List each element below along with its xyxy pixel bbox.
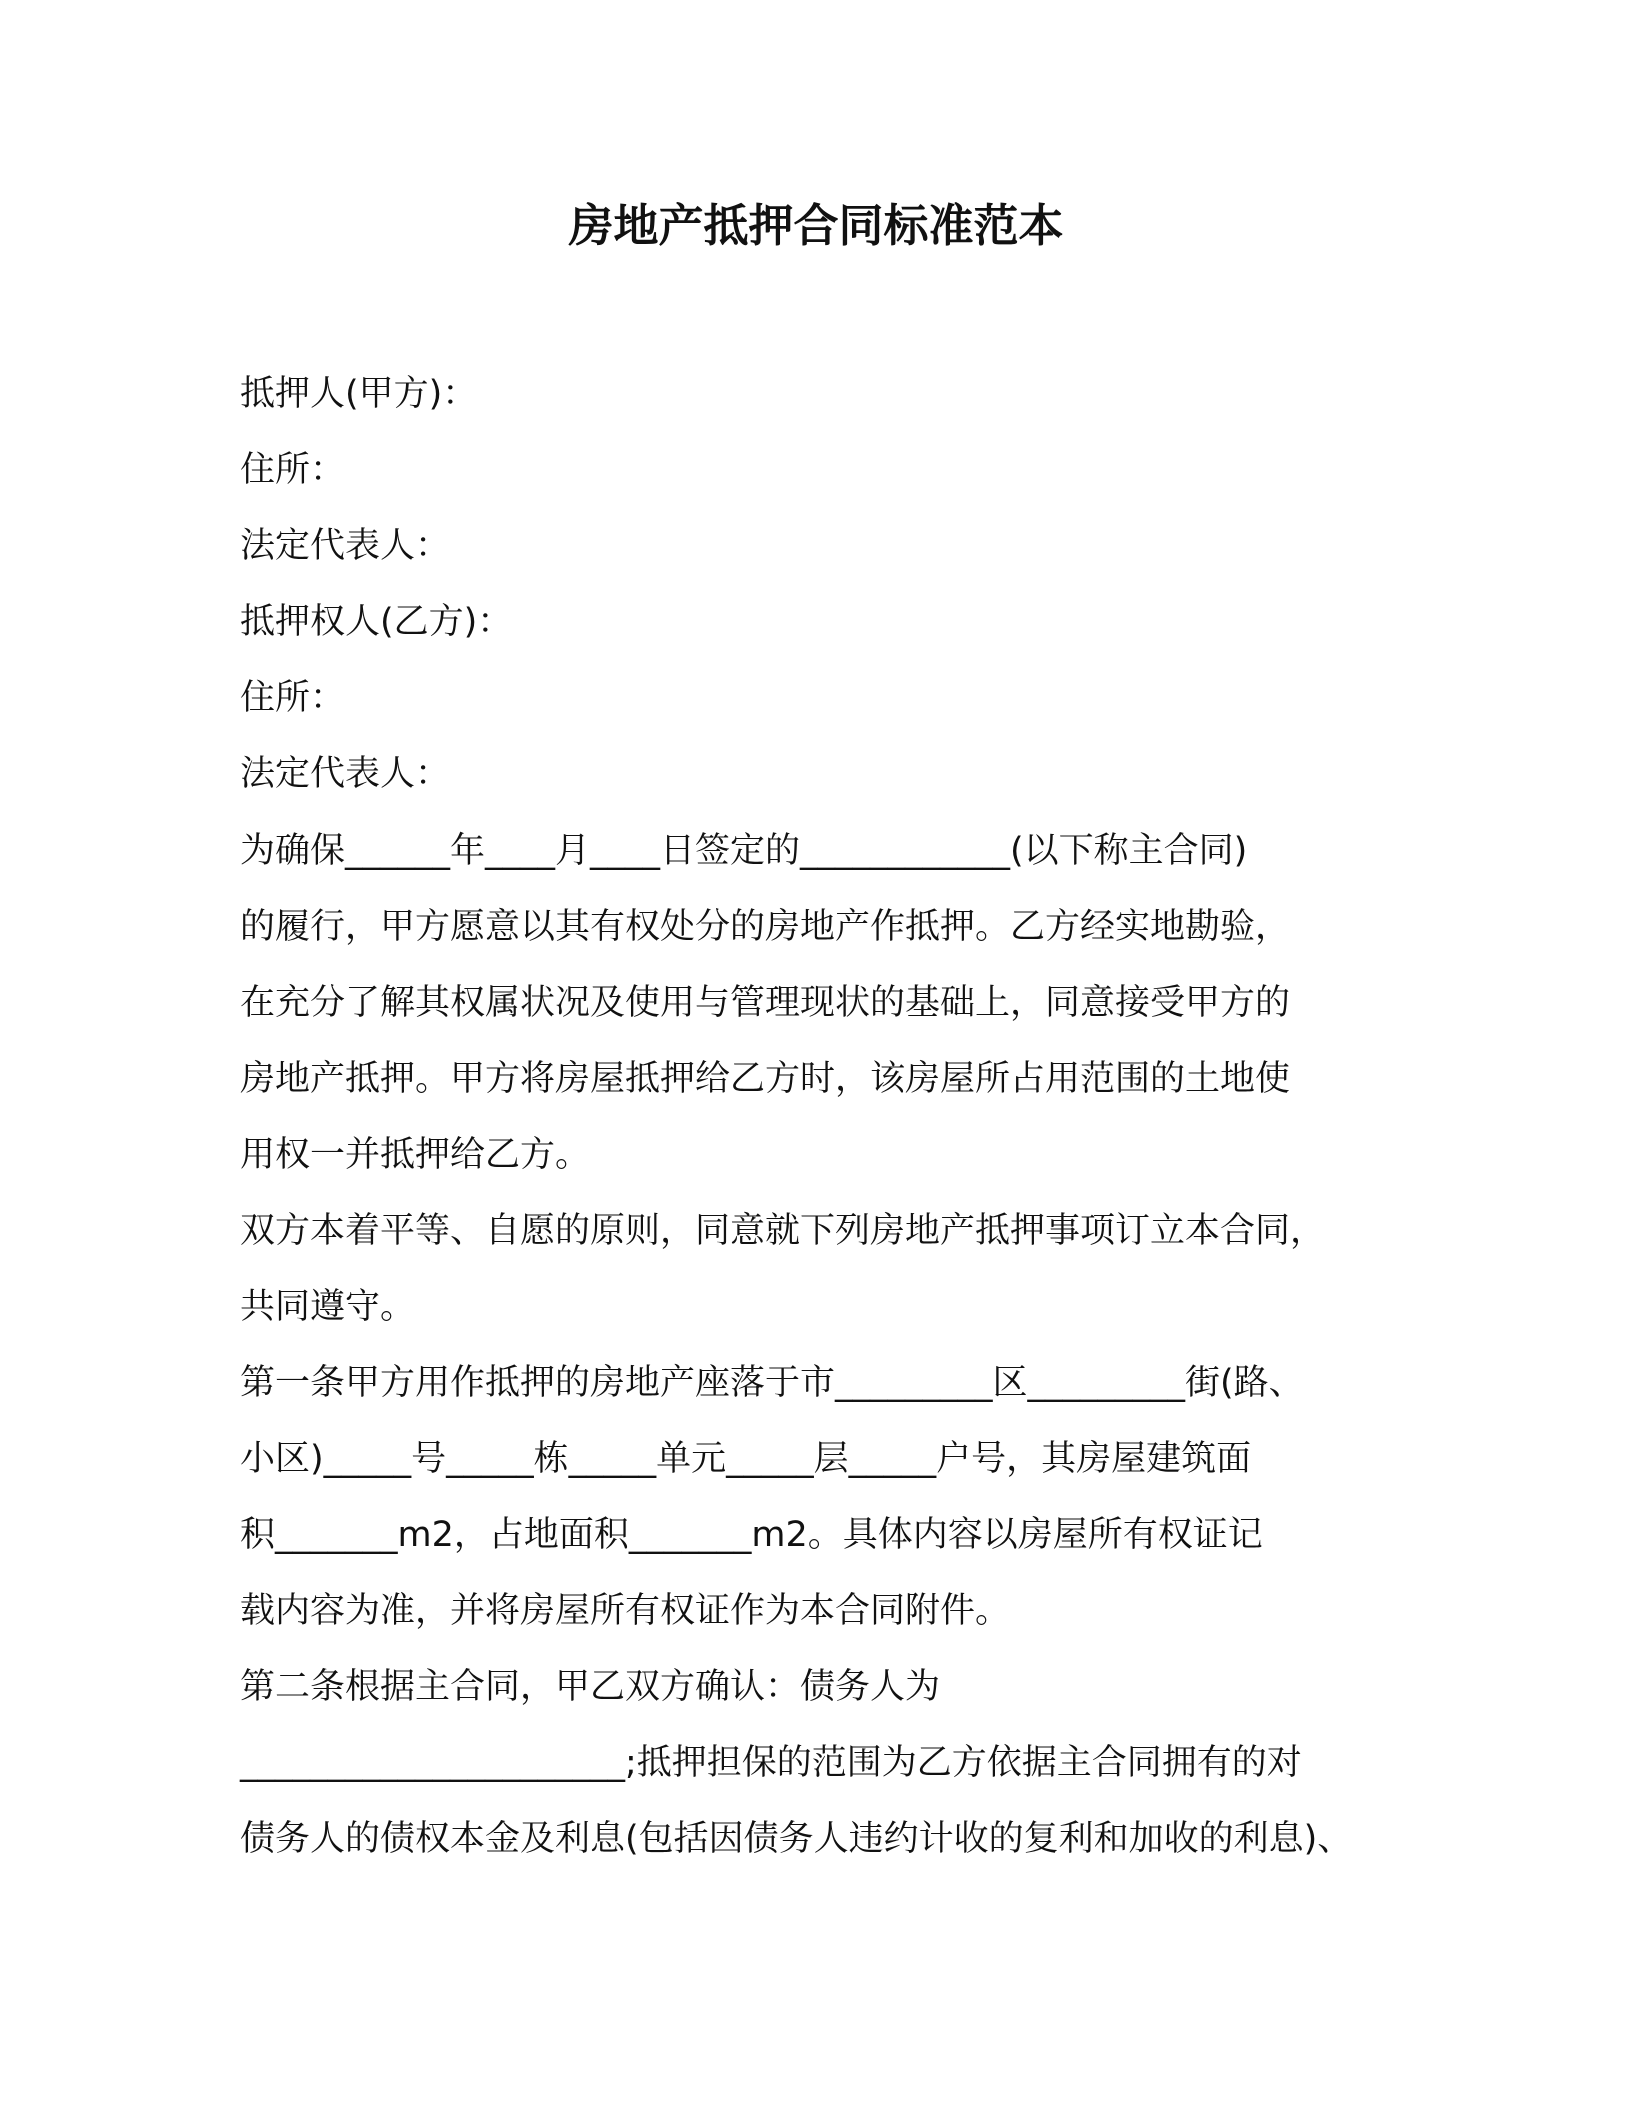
preamble-line: 的履行，甲方愿意以其有权处分的房地产作抵押。乙方经实地勘验， (240, 907, 1291, 947)
party-a-mortgagor-label: 抵押人(甲方)： (240, 374, 478, 414)
party-a-address-label: 住所： (240, 450, 346, 490)
party-a-legal-rep-label: 法定代表人： (240, 526, 451, 566)
party-b-legal-rep-label: 法定代表人： (240, 754, 451, 794)
document-title: 房地产抵押合同标准范本 (568, 199, 1064, 252)
principle-line: 共同遵守。 (240, 1287, 416, 1327)
party-b-address-label: 住所： (240, 678, 346, 718)
preamble-line: 用权一并抵押给乙方。 (240, 1135, 591, 1175)
article-1-line: 第一条甲方用作抵押的房地产座落于市_________区_________街(路、 (240, 1363, 1304, 1403)
principle-line: 双方本着平等、自愿的原则，同意就下列房地产抵押事项订立本合同， (240, 1211, 1326, 1251)
preamble-line: 房地产抵押。甲方将房屋抵押给乙方时，该房屋所占用范围的土地使 (240, 1059, 1291, 1099)
preamble-line: 在充分了解其权属状况及使用与管理现状的基础上，同意接受甲方的 (240, 983, 1291, 1023)
article-2-line: ______________________;抵押担保的范围为乙方依据主合同拥有的对 (240, 1743, 1302, 1783)
preamble-line: 为确保______年____月____日签定的____________(以下称主合同) (240, 831, 1248, 871)
article-2-line: 债务人的债权本金及利息(包括因债务人违约计收的复利和加收的利息)、 (240, 1819, 1353, 1859)
article-2-line: 第二条根据主合同，甲乙双方确认：债务人为 (240, 1667, 941, 1707)
party-b-mortgagee-label: 抵押权人(乙方)： (240, 602, 513, 642)
article-1-line: 积_______m2，占地面积_______m2。具体内容以房屋所有权证记 (240, 1515, 1263, 1555)
article-1-line: 小区)_____号_____栋_____单元_____层_____户号，其房屋建筑面 (240, 1439, 1252, 1479)
article-1-line: 载内容为准，并将房屋所有权证作为本合同附件。 (240, 1591, 1011, 1631)
